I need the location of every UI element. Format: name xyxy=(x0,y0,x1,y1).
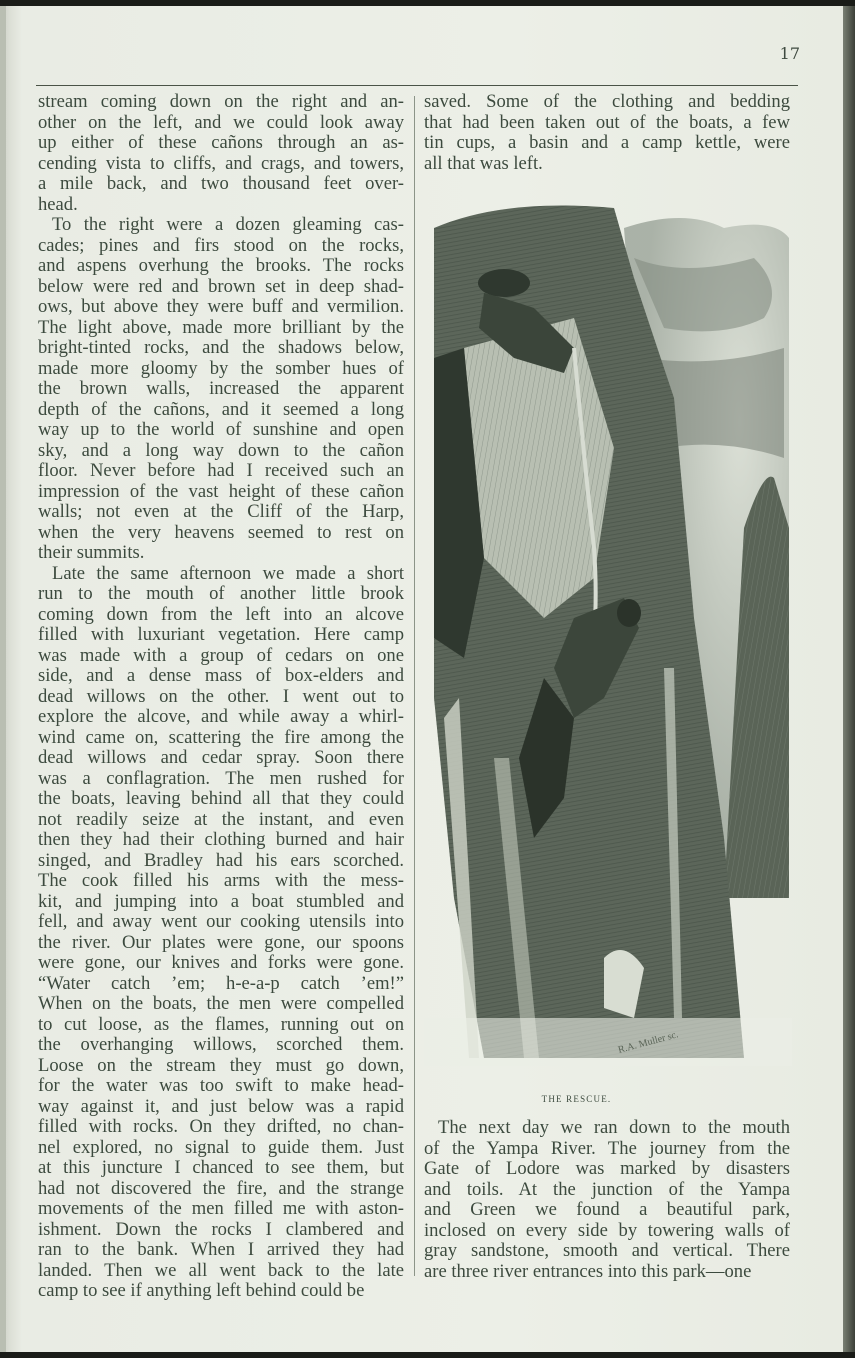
text-line: impression of the vast height of these cañon xyxy=(38,480,404,502)
paragraph xyxy=(38,92,404,215)
cliff-rescue-engraving-icon xyxy=(424,198,792,1066)
text-line: The next day we ran down to the mouth xyxy=(438,1117,790,1138)
text-line: up either of these cañons through an as- xyxy=(38,132,404,153)
text-line: to cut loose, as the flames, running out on xyxy=(38,1013,404,1035)
text-line: side, and a dense mass of box-elders and xyxy=(38,665,404,686)
column-divider xyxy=(414,96,415,1276)
left-column xyxy=(38,92,404,1302)
text-line: way against it, and just below was a rapid xyxy=(38,1095,404,1117)
text-line: ran to the bank. When I arrived they had xyxy=(38,1239,404,1260)
scan-bottom-border xyxy=(0,1352,855,1358)
text-line: Loose on the stream they must go down, xyxy=(38,1054,404,1076)
text-line: camp to see if anything left behind could be xyxy=(38,1280,365,1301)
page-gutter-shadow xyxy=(0,6,6,1352)
text-line: The light above, made more brilliant by the xyxy=(38,316,404,338)
page-number: 17 xyxy=(779,44,800,63)
text-line: all that was left. xyxy=(424,152,543,174)
text-line: landed. Then we all went back to the late xyxy=(38,1259,404,1281)
text-line: and toils. At the junction of the Yampa xyxy=(424,1178,790,1200)
text-line: the boats, leaving behind all that they could xyxy=(38,788,404,809)
text-line: made more gloomy by the somber hues of xyxy=(38,357,404,379)
text-line: singed, and Bradley had his ears scorched. xyxy=(38,849,404,871)
text-line: walls; not even at the Cliff of the Harp, xyxy=(38,501,404,522)
text-line: of the Yampa River. The journey from the xyxy=(424,1137,790,1159)
text-line: To the right were a dozen gleaming cas- xyxy=(52,214,404,235)
text-line: was made with a group of cedars on one xyxy=(38,644,404,666)
text-line: when the very heavens seemed to rest on xyxy=(38,521,404,543)
text-line: and aspens overhung the brooks. The rocks xyxy=(38,255,404,276)
text-line: explore the alcove, and while away a whirl- xyxy=(38,706,404,727)
engraver-signature: R.A. Muller sc. xyxy=(616,1029,680,1056)
text-line: ows, but above they were buff and vermilion. xyxy=(38,296,404,317)
text-line: then they had their clothing burned and hair xyxy=(38,829,404,850)
paragraph xyxy=(38,564,404,1302)
text-line: the brown walls, increased the apparent xyxy=(38,378,404,399)
text-line: dead willows on the other. I went out to xyxy=(38,685,404,707)
illustration-the-rescue xyxy=(424,198,792,1066)
text-line: not readily seize at the instant, and even xyxy=(38,808,404,830)
text-line: dead willows and cedar spray. Soon there xyxy=(38,747,404,768)
text-line: ishment. Down the rocks I clambered and xyxy=(38,1218,404,1240)
text-line: movements of the men filled me with aston- xyxy=(38,1198,404,1219)
text-line: cades; pines and firs stood on the rocks, xyxy=(38,234,404,256)
text-line: run to the mouth of another little brook xyxy=(38,583,404,604)
text-line: are three river entrances into this park—one xyxy=(424,1260,752,1282)
text-line: filled with luxuriant vegetation. Here camp xyxy=(38,624,404,645)
text-line: sky, and a long way down to the cañon xyxy=(38,439,404,461)
text-line: tin cups, a basin and a camp kettle, were xyxy=(424,132,790,153)
text-line: for the water was too swift to make head- xyxy=(38,1075,404,1096)
text-line: the river. Our plates were gone, our spoons xyxy=(38,931,404,953)
text-line: wind came on, scattering the fire among the xyxy=(38,726,404,748)
text-line: had not discovered the fire, and the strange xyxy=(38,1177,404,1199)
text-line: bright-tinted rocks, and the shadows below, xyxy=(38,337,404,358)
text-line: were gone, our knives and forks were gone. xyxy=(38,952,404,973)
text-line: gray sandstone, smooth and vertical. There xyxy=(424,1240,790,1261)
text-line: When on the boats, the men were compelled xyxy=(38,993,404,1014)
text-line: at this juncture I chanced to see them, but xyxy=(38,1157,404,1178)
text-line: other on the left, and we could look away xyxy=(38,111,404,133)
text-line: head. xyxy=(38,193,78,215)
text-line: and Green we found a beautiful park, xyxy=(424,1199,790,1220)
text-line: depth of the cañons, and it seemed a long xyxy=(38,398,404,420)
text-line: Gate of Lodore was marked by disasters xyxy=(424,1158,790,1179)
text-line: floor. Never before had I received such an xyxy=(38,460,404,481)
text-line: The cook filled his arms with the mess- xyxy=(38,870,404,891)
text-line: filled with rocks. On they drifted, no chan- xyxy=(38,1116,404,1137)
text-line: fell, and away went our cooking utensils into xyxy=(38,911,404,932)
text-line: that had been taken out of the boats, a few xyxy=(424,111,790,133)
right-column-bottom-text xyxy=(424,1118,790,1282)
paragraph xyxy=(38,215,404,564)
text-line: way up to the world of sunshine and open xyxy=(38,419,404,440)
text-line: was a conflagration. The men rushed for xyxy=(38,767,404,789)
text-line: nel explored, no signal to guide them. Just xyxy=(38,1136,404,1158)
text-line: Late the same afternoon we made a short xyxy=(52,562,404,584)
text-line: saved. Some of the clothing and bedding xyxy=(424,91,790,112)
text-line: inclosed on every side by towering walls of xyxy=(424,1219,790,1241)
text-line: the overhanging willows, scorched them. xyxy=(38,1034,404,1055)
text-line: coming down from the left into an alcove xyxy=(38,603,404,625)
text-line: their summits. xyxy=(38,542,145,563)
text-line: a mile back, and two thousand feet over- xyxy=(38,173,404,194)
right-column-top-text xyxy=(424,92,790,174)
text-line: stream coming down on the right and an- xyxy=(38,91,404,112)
header-rule xyxy=(36,85,798,86)
text-line: kit, and jumping into a boat stumbled and xyxy=(38,890,404,912)
text-line: cending vista to cliffs, and crags, and towers, xyxy=(38,152,404,174)
illustration-caption: THE RESCUE. xyxy=(541,1094,612,1104)
page-right-edge xyxy=(843,6,855,1352)
text-line: “Water catch ’em; h-e-a-p catch ’em!” xyxy=(38,972,404,994)
text-line: below were red and brown set in deep shad- xyxy=(38,275,404,297)
